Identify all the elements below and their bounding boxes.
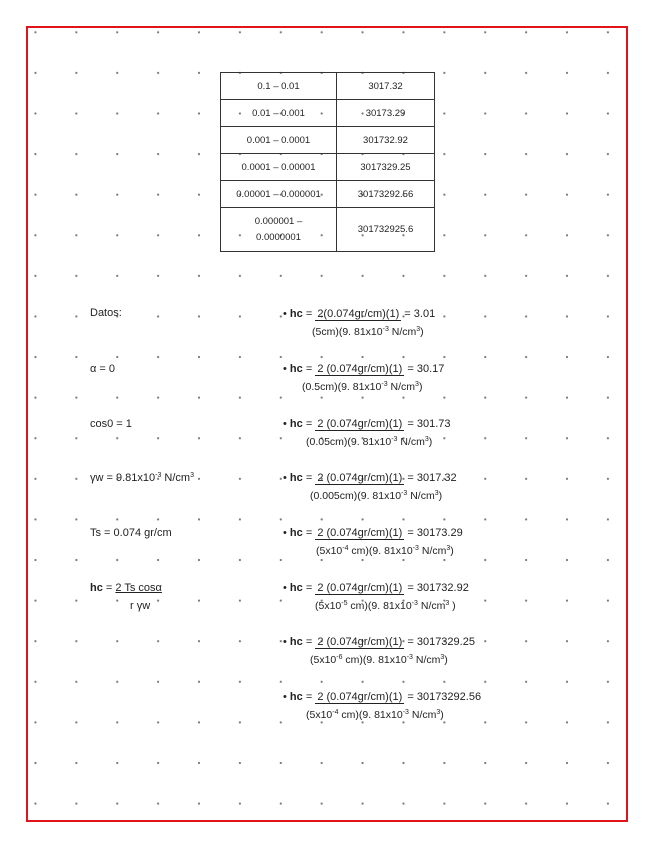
equation-result: = 3017.32 — [407, 472, 457, 484]
bullet-mark: • — [283, 308, 290, 320]
equation-numerator: 2 (0.074gr/cm)(1) — [317, 472, 403, 484]
formula-lhs: hc — [90, 582, 103, 594]
equation-lhs: hc — [289, 691, 303, 703]
datos-ts: Ts = 0.074 gr/cm — [90, 527, 172, 539]
equation-lhs: hc — [289, 418, 303, 430]
equation-result: = 3.01 — [404, 308, 436, 320]
table-row — [221, 127, 435, 154]
equation-lhs: hc — [289, 636, 303, 648]
table-row — [221, 154, 435, 181]
equation-lhs: hc — [289, 527, 303, 539]
range-cell: 0.00001 – 0.000001 — [221, 181, 337, 208]
formula-denominator: r γw — [130, 600, 151, 612]
bullet-mark: • — [283, 691, 290, 703]
equation-denominator: ($5x10^{-5}$ cm)(9. $81x10^{-3}$ $N/cm^3$ ) — [315, 600, 456, 612]
bullet-mark: • — [283, 363, 290, 375]
bullet-mark: • — [283, 582, 290, 594]
range-cell: 0.01 – 0.001 — [221, 100, 337, 127]
bullet-mark: • — [283, 527, 290, 539]
value-cell: 3017329.25 — [337, 154, 435, 181]
bullet-mark: • — [283, 472, 290, 484]
range-line-2: 0.0000001 — [256, 231, 301, 243]
bullet-mark: • — [283, 636, 290, 648]
equation-denominator: (0.05cm)(9. $81x10^{-3}$ $N/cm^3$) — [306, 436, 433, 448]
range-cell — [221, 208, 337, 252]
equation-numerator: 2(0.074gr/cm)(1) — [317, 308, 400, 320]
range-line-1: 0.000001 – — [254, 215, 303, 227]
equation-denominator: (0.005cm)(9. $81x10^{-3}$ $N/cm^3$) — [310, 490, 443, 502]
bullet-mark: • — [283, 418, 290, 430]
range-cell: 0.0001 – 0.00001 — [221, 154, 337, 181]
equation-line: • hc = 2 (0.074gr/cm)(1) = 301.73 — [283, 418, 451, 430]
datos-formula: hc = 2 Ts cosα — [90, 582, 162, 594]
equation-numerator: 2 (0.074gr/cm)(1) — [317, 582, 403, 594]
datos-alpha: α = 0 — [90, 363, 116, 375]
equation-lhs: hc — [289, 363, 303, 375]
equation-result: = 30173.29 — [407, 527, 463, 539]
equation-numerator: 2 (0.074gr/cm)(1) — [317, 636, 403, 648]
equation-result: = 301732.92 — [407, 582, 469, 594]
equation-denominator: (0.5cm)(9. $81x10^{-3}$ $N/cm^3$) — [302, 381, 423, 393]
equation-numerator: 2 (0.074gr/cm)(1) — [317, 418, 403, 430]
value-cell: 30173.29 — [337, 100, 435, 127]
range-cell: 0.1 – 0.01 — [221, 73, 337, 100]
equation-denominator: (5cm)(9. $81x10^{-3}$ $N/cm^3$) — [312, 326, 424, 338]
equation-line: • hc = 2 (0.074gr/cm)(1) = 3017.32 — [283, 472, 457, 484]
equation-lhs: hc — [289, 472, 303, 484]
equation-numerator: 2 (0.074gr/cm)(1) — [317, 527, 403, 539]
datos-gamma: $\gamma w = 9.81x10^{-3}$ $N/cm^3$ — [90, 472, 194, 484]
equation-lhs: hc — [289, 582, 303, 594]
equation-denominator: ($5x10^{-4}$ cm)(9. $81x10^{-3}$ $N/cm^3$) — [316, 545, 454, 557]
value-cell: 301732925.6 — [337, 208, 435, 252]
range-table — [220, 72, 435, 252]
equation-line: • hc = 2(0.074gr/cm)(1) = 3.01 — [283, 308, 436, 320]
table-row — [221, 208, 435, 252]
table-row — [221, 100, 435, 127]
equation-denominator: ($5x10^{-6}$ cm)(9. $81x10^{-3}$ $N/cm^3$) — [310, 654, 448, 666]
table-row — [221, 73, 435, 100]
equation-line: • hc = 2 (0.074gr/cm)(1) = 30173292.56 — [283, 691, 482, 703]
value-cell: 30173292.56 — [337, 181, 435, 208]
value-cell: 301732.92 — [337, 127, 435, 154]
equation-numerator: 2 (0.074gr/cm)(1) — [317, 691, 403, 703]
equation-result: = 30.17 — [407, 363, 445, 375]
equation-denominator: ($5x10^{-4}$ cm)(9. $81x10^{-3}$ $N/cm^3$) — [306, 709, 444, 721]
equation-result: = 30173292.56 — [407, 691, 482, 703]
formula-numerator: 2 Ts cosα — [115, 582, 162, 594]
equation-lhs: hc — [289, 308, 303, 320]
equation-result: = 3017329.25 — [407, 636, 475, 648]
equation-numerator: 2 (0.074gr/cm)(1) — [317, 363, 403, 375]
equation-result: = 301.73 — [407, 418, 451, 430]
equation-line: • hc = 2 (0.074gr/cm)(1) = 301732.92 — [283, 582, 469, 594]
datos-cos: cos0 = 1 — [90, 418, 132, 430]
value-cell: 3017.32 — [337, 73, 435, 100]
range-cell: 0.001 – 0.0001 — [221, 127, 337, 154]
equation-line: • hc = 2 (0.074gr/cm)(1) = 30.17 — [283, 363, 445, 375]
equation-line: • hc = 2 (0.074gr/cm)(1) = 30173.29 — [283, 527, 463, 539]
datos-title: Datos: — [90, 307, 122, 319]
table-row — [221, 181, 435, 208]
equation-line: • hc = 2 (0.074gr/cm)(1) = 3017329.25 — [283, 636, 475, 648]
